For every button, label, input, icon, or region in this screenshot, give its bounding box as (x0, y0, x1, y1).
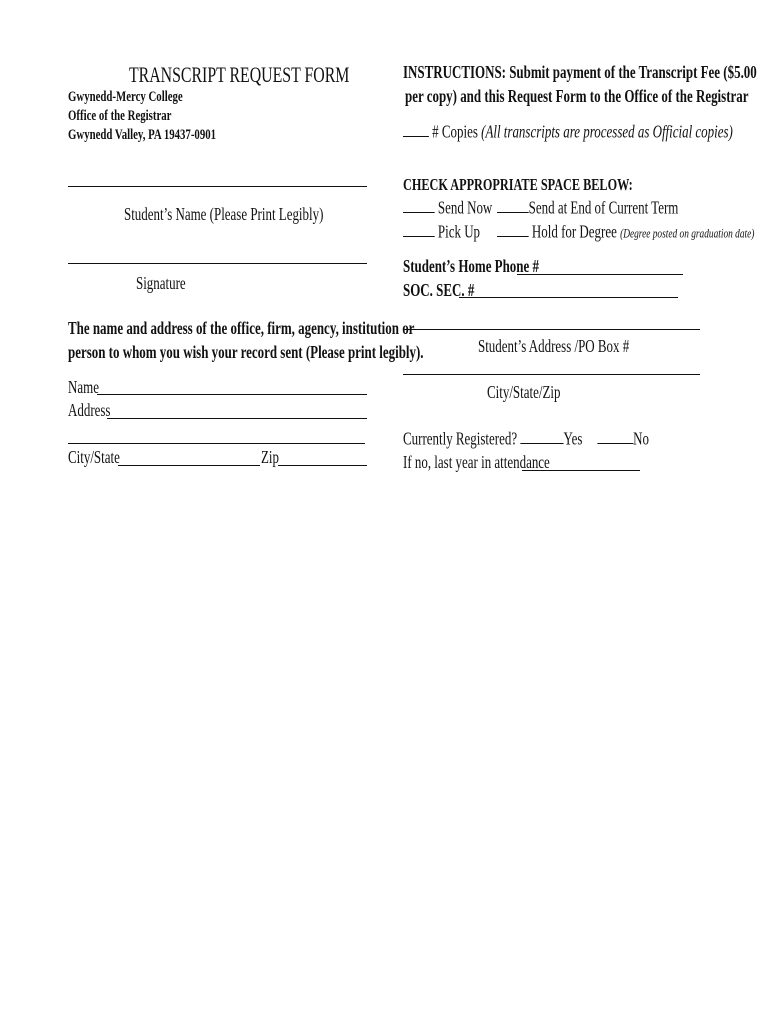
send-end-term-option: Send at End of Current Term (497, 197, 749, 218)
student-name-line[interactable] (68, 186, 367, 187)
recipient-address-label: Address (68, 400, 111, 420)
recipient-address-field[interactable] (107, 418, 367, 419)
city-state-zip-label: City/State/Zip (487, 382, 561, 402)
send-end-term-checkbox[interactable] (497, 197, 529, 213)
recipient-instruction-line-1: The name and address of the office, firm, agency, institution or (68, 318, 415, 338)
hold-degree-checkbox[interactable] (497, 221, 529, 237)
currently-registered-row: Currently Registered? Yes No (403, 428, 649, 449)
signature-label: Signature (136, 273, 186, 293)
college-name: Gwynedd-Mercy College (68, 89, 183, 105)
recipient-name-field[interactable] (97, 394, 367, 395)
recipient-address-line-2[interactable] (68, 443, 365, 444)
home-phone-field[interactable] (517, 274, 683, 275)
recipient-city-state-label: City/State (68, 447, 120, 467)
soc-sec-label: SOC. SEC. # (403, 280, 475, 300)
copies-field[interactable] (403, 121, 429, 137)
recipient-name-label: Name (68, 377, 99, 397)
recipient-zip-label: Zip (261, 447, 279, 467)
student-address-label: Student’s Address /PO Box # (478, 336, 630, 356)
send-now-checkbox[interactable] (403, 197, 435, 213)
registered-yes-field[interactable] (520, 428, 563, 444)
instructions-line-1: INSTRUCTIONS: Submit payment of the Transcript Fee ($5.00 (403, 62, 757, 82)
city-state-zip-line[interactable] (403, 374, 700, 375)
send-now-option: Send Now (403, 197, 527, 218)
pick-up-option: Pick Up (403, 221, 510, 242)
instructions-line-2: per copy) and this Request Form to the Office of the Registrar (405, 86, 749, 106)
form-title: TRANSCRIPT REQUEST FORM (129, 62, 350, 87)
signature-line[interactable] (68, 263, 367, 264)
recipient-instruction-line-2: person to whom you wish your record sent (Please print legibly). (68, 342, 424, 362)
home-phone-label: Student’s Home Phone # (403, 256, 539, 276)
pick-up-checkbox[interactable] (403, 221, 435, 237)
college-address: Gwynedd Valley, PA 19437-0901 (68, 127, 217, 143)
recipient-city-state-field[interactable] (118, 465, 260, 466)
student-name-label: Student’s Name (Please Print Legibly) (124, 204, 324, 224)
last-year-label: If no, last year in attendance (403, 452, 550, 472)
registered-no-field[interactable] (597, 428, 633, 444)
last-year-field[interactable] (522, 470, 640, 471)
check-heading: CHECK APPROPRIATE SPACE BELOW: (403, 175, 633, 194)
soc-sec-field[interactable] (459, 297, 678, 298)
student-address-line[interactable] (403, 329, 700, 330)
hold-degree-option: Hold for Degree (Degree posted on graduation date) (497, 221, 770, 242)
office-name: Office of the Registrar (68, 108, 172, 124)
recipient-zip-field[interactable] (278, 465, 367, 466)
copies-row: # Copies (All transcripts are processed as Official copies) (403, 121, 770, 142)
